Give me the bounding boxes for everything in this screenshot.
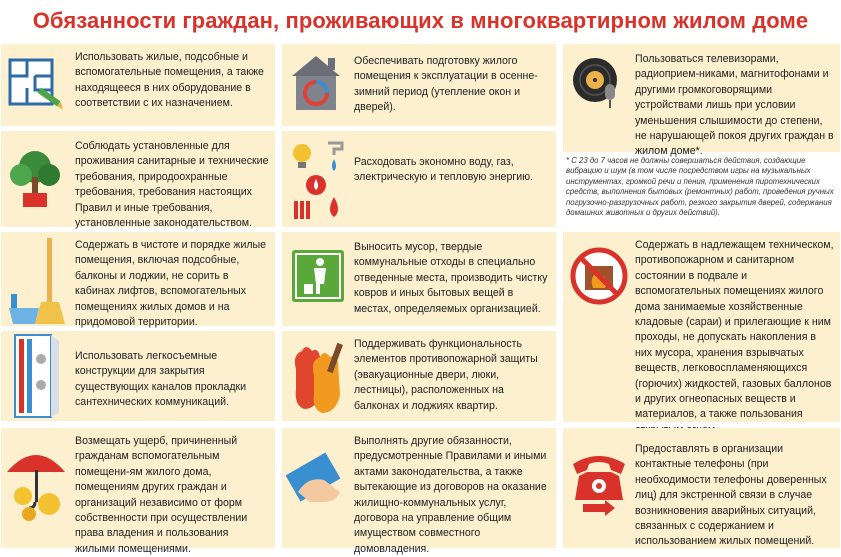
card-text: Выносить мусор, твердые коммунальные отходы в специально отведенные места, производить чистку ковров и иных бытовых вещей в местах, определяемых организацией. <box>354 241 548 315</box>
umbrella-coins-icon <box>5 442 67 522</box>
card-text: Пользоваться телевизорами, радиоприем-никами, магнитофонами и другими громкоговорящими устройствами лишь при условии уменьшения слышимости до степени, не нарушающей покоя других граждан в жилом доме*. <box>635 53 834 158</box>
vinyl-microphone-icon <box>569 54 625 110</box>
card-storage <box>563 232 840 422</box>
gloves-brush-icon <box>288 339 348 415</box>
card-text: Использовать жилые, подсобные и вспомогательные помещения, а также находящееся в них оборудование в соответствии с их назначением. <box>75 51 264 110</box>
card-text: Выполнять другие обязанности, предусмотренные Правилами и иными актами законодательства, а также вытекающие из договоров на оказание жилищно-коммунальных услуг, договора на управление общим имуществом совместного домовладения. <box>354 435 547 555</box>
handshake-icon <box>288 452 348 512</box>
phone-icon <box>569 446 629 516</box>
house-heating-icon <box>288 54 344 118</box>
trash-person-icon <box>290 248 346 304</box>
card-removable-panels <box>1 331 275 421</box>
footnote: * С 23 до 7 часов не должны совершаться действия, создающие вибрацию и шум (в том числе посредством игры на музыкальных инструментах, громкой речи и пения, применения пиротехнических средств, выполнения бытовых (ремонтных) работ, проведения ручных погрузочно-разгрузочных работ, резкого закрытия дверей, содержания домашних животных и других действий). <box>566 156 834 218</box>
card-noise <box>563 44 840 158</box>
pipe-panel-icon <box>11 333 61 419</box>
card-cleanliness <box>1 232 275 329</box>
card-text: Содержать в надлежащем техническом, противопожарном и санитарном состоянии в подвале и вспомогательных помещениях жилого дома занимаемые хозяйственные кладовые (сараи) и прилегающие к ним проходы, не допускать накопления в них мусора, хранения взрывчатых веществ, легковоспламеняющихся (горючих) жидкостей, газовых баллонов и других огнеопасных веществ и материалов, а также пользования <box>635 239 834 421</box>
card-text: Расходовать экономно воду, газ, электрическую и тепловую энергию. <box>354 156 534 184</box>
card-garbage <box>282 232 556 326</box>
broom-dustpan-icon <box>7 236 67 326</box>
card-text: Соблюдать установленные для проживания санитарные и технические требования, природоохранные требования, требования настоящих Правил и иные требования, установленные законодательством. <box>75 140 269 230</box>
no-fire-icon <box>569 246 629 306</box>
card-save-resources <box>282 131 556 227</box>
utilities-icon <box>288 137 348 225</box>
card-damages <box>1 428 275 555</box>
card-winter-prep <box>282 44 556 126</box>
card-text: Содержать в чистоте и порядке жилые помещения, включая подсобные, балконы и лоджии, не сорить в кабинах лифтов, вспомогательных помещениях жилых домов и на придомовой территории. <box>75 239 267 329</box>
tree-icon <box>7 147 63 211</box>
card-sanitary <box>1 131 275 230</box>
card-fire-protection <box>282 331 556 421</box>
page-title: Обязанности граждан, проживающих в многоквартирном жилом доме <box>32 8 809 33</box>
card-text: Обеспечивать подготовку жилого помещения к эксплуатации в осенне-зимний период (утепление окон и дверей). <box>354 55 538 114</box>
card-use-premises <box>1 44 275 126</box>
card-text: Возмещать ущерб, причиненный гражданам вспомогательным помещени-ям жилого дома, помещениям других граждан и организаций независимо от форм собственности при осуществлении права владения и пользования жилыми помещениями. <box>75 435 248 555</box>
card-text: Предоставлять в организации контактные телефоны (при необходимости телефоны доверенных лиц) для экстренной связи в случае возникновения аварийных ситуаций, связанных с содержанием и использованием жилых помещений. <box>635 443 827 548</box>
card-text: Поддерживать функциональность элементов противопожарной защиты (эвакуационные двери, люки, лестницы), расположенных на балконах и лоджиях квартир. <box>354 338 538 412</box>
card-text: Использовать легкосъемные конструкции для закрытия существующих каналов прокладки сантехнических коммуникаций. <box>75 350 247 409</box>
card-contacts <box>563 428 840 548</box>
card-other-duties <box>282 428 556 555</box>
floor-plan-icon <box>7 54 63 114</box>
